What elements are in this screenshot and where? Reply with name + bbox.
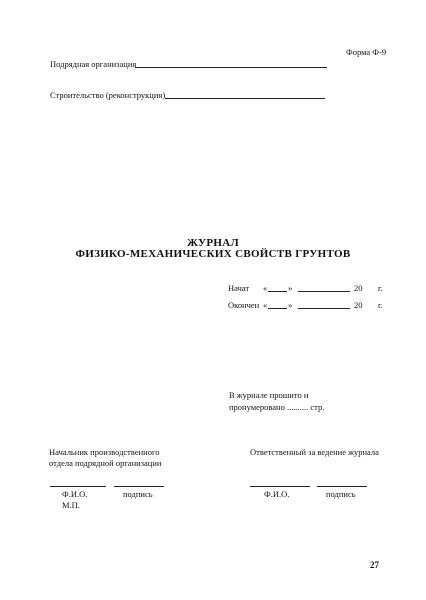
stitched-note-line2: пронумеровано .......... стр. (229, 402, 325, 412)
finished-label: Окончен (228, 300, 260, 310)
journal-subtitle: ФИЗИКО-МЕХАНИЧЕСКИХ СВОЙСТВ ГРУНТОВ (75, 248, 351, 260)
page-number: 27 (370, 560, 379, 570)
finished-year-suffix: г. (378, 300, 383, 310)
head-label-line2: отдела подрядной организации (49, 458, 162, 468)
construction-label: Строительство (реконструкция) (50, 90, 166, 100)
finished-close-quote: » (288, 300, 293, 310)
contractor-label: Подрядная организация (50, 59, 137, 69)
responsible-fio-line[interactable] (250, 486, 310, 487)
contractor-field-line[interactable] (135, 67, 327, 68)
responsible-label: Ответственный за ведение журнала (250, 447, 379, 457)
head-fio-caption: Ф.И.О. (62, 489, 88, 499)
head-signature-caption: подпись (123, 489, 153, 499)
stitched-note-line1: В журнале прошито и (229, 390, 309, 400)
head-label-line1: Начальник производственного (49, 447, 160, 457)
finished-open-quote: « (263, 300, 268, 310)
started-day-line[interactable] (268, 291, 287, 292)
journal-title: ЖУРНАЛ (186, 237, 239, 249)
started-close-quote: » (288, 283, 293, 293)
head-fio-line[interactable] (50, 486, 106, 487)
head-signature-line[interactable] (114, 486, 164, 487)
form-label: Форма Ф-9 (346, 47, 387, 57)
responsible-signature-caption: подпись (326, 489, 356, 499)
stamp-label: М.П. (62, 500, 80, 510)
started-year-prefix: 20 (354, 283, 363, 293)
started-open-quote: « (263, 283, 268, 293)
construction-field-line[interactable] (165, 98, 325, 99)
finished-day-line[interactable] (268, 308, 287, 309)
started-month-line[interactable] (298, 291, 350, 292)
finished-month-line[interactable] (298, 308, 350, 309)
finished-year-prefix: 20 (354, 300, 363, 310)
started-label: Начат (228, 283, 250, 293)
responsible-fio-caption: Ф.И.О. (264, 489, 290, 499)
started-year-suffix: г. (378, 283, 383, 293)
responsible-signature-line[interactable] (317, 486, 367, 487)
